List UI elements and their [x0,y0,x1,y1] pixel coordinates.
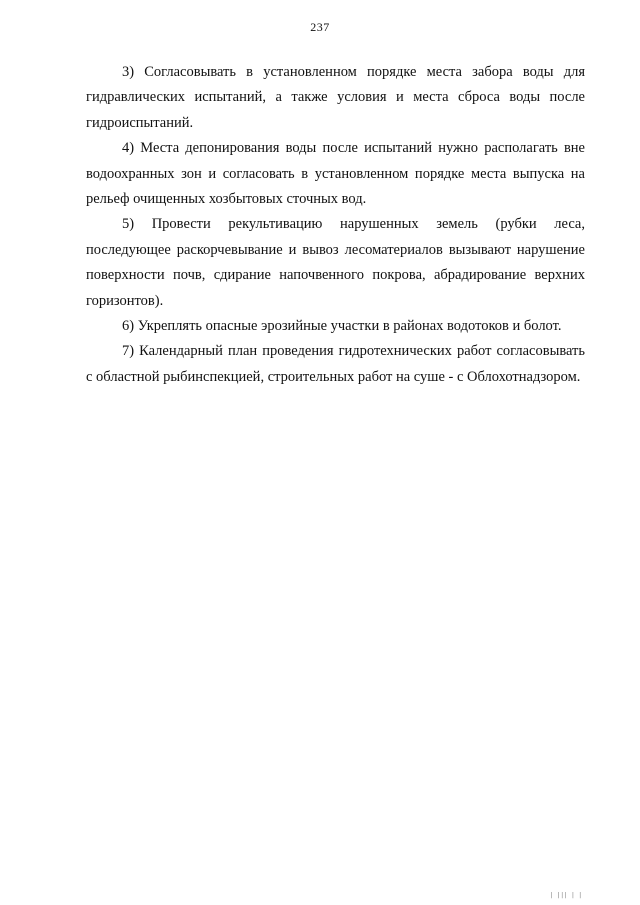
document-body [86,60,585,390]
paragraph-5: 5) Провести рекультивацию нарушенных земель (рубки леса, последующее раскорчевывание и вывоз лесоматериалов вызывают нарушение поверхности почв, сдирание напочвенного покрова, абрадирование верхних горизонтов). [86,216,585,309]
scan-footer-mark: | ||| | | [549,892,582,899]
paragraph-6: 6) Укреплять опасные эрозийные участки в районах водотоков и болот. [122,318,562,335]
paragraph-3: 3) Согласовывать в установленном порядке места забора воды для гидравлических испытаний, а также условия и места сброса воды после гидроиспытаний. [86,64,585,131]
paragraph-7: 7) Календарный план проведения гидротехнических работ согласовывать с областной рыбинспекцией, строительных работ на суше - с Облохотнадзором. [86,343,585,385]
paragraph-4: 4) Места депонирования воды после испытаний нужно располагать вне водоохранных зон и согласовать в установленном порядке места выпуска на рельеф очищенных хозбытовых сточных вод. [86,140,585,208]
page-number: 237 [310,20,330,34]
